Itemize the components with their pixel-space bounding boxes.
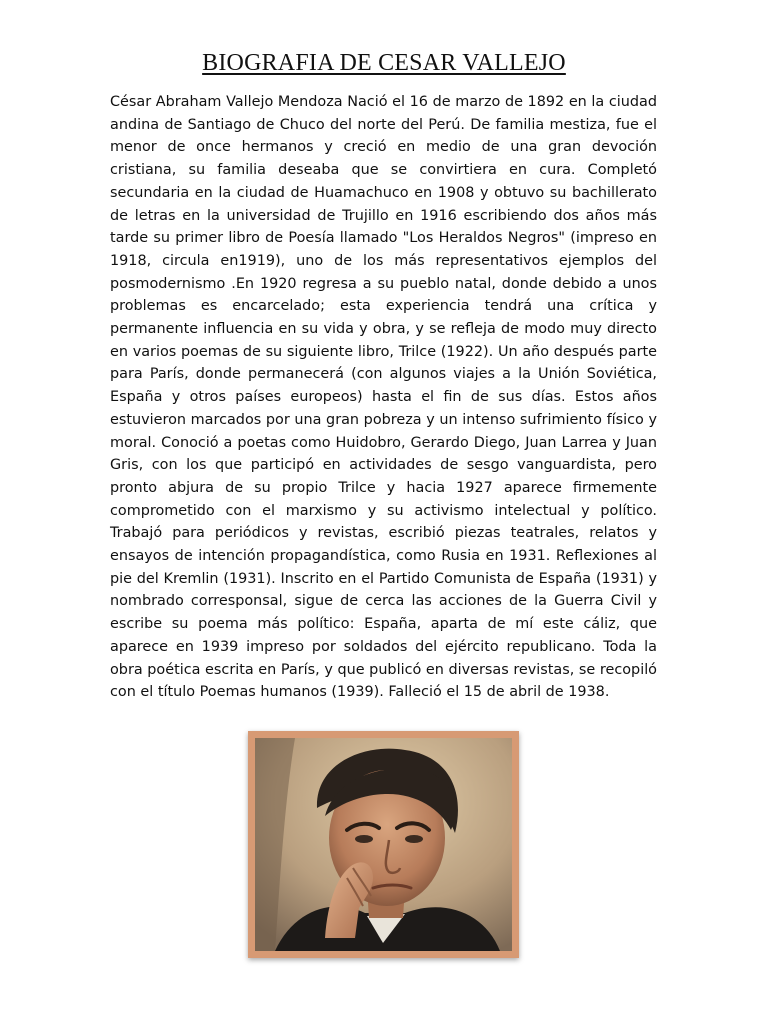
portrait-frame [248, 731, 519, 958]
page-title: BIOGRAFIA DE CESAR VALLEJO [202, 50, 566, 76]
biography-paragraph: César Abraham Vallejo Mendoza Nació el 16 de marzo de 1892 en la ciudad andina de Santiago de Chuco del norte del Perú. De familia mestiza, fue el menor de once hermanos y creció en medio de una gran devoción cristiana, su familia deseaba que se convirtiera en cura. Completó secundaria en la ciudad de Huamachuco en 1908 y obtuvo su bachillerato de letras en la universidad de Trujillo en 1916 escribiendo dos años más tarde su primer libro de Poesía llamado "Los Heraldos Negros" (impreso en 1918, circula en1919), uno de los más representativos ejemplos del posmodernismo .En 1920 regresa a su pueblo natal, donde debido a unos problemas es encarcelado; esta experiencia tendrá una crítica y permanente influencia en su vida y obra, y se refleja de modo muy directo en varios poemas de su siguiente libro, Trilce (1922). Un año después parte para París, donde permanecerá (con algunos viajes a la Unión Soviética, España y otros países europeos) hasta el fin de sus días. Estos años estuvieron marcados por una gran pobreza y un intenso sufrimiento físico y moral. Conoció a poetas como Huidobro, Gerardo Diego, Juan Larrea y Juan Gris, con los que participó en actividades de sesgo vanguardista, pero pronto abjura de su propio Trilce y hacia 1927 aparece firmemente comprometido con el marxismo y su activismo intelectual y político. Trabajó para periódicos y revistas, escribió piezas teatrales, relatos y ensayos de intención propagandística, como Rusia en 1931. Reflexiones al pie del Kremlin (1931). Inscrito en el Partido Comunista de España (1931) y nombrado corresponsal, sigue de cerca las acciones de la Guerra Civil y escribe su poema más político: España, aparta de mí este cáliz, que aparece en 1939 impreso por soldados del ejército republicano. Toda la obra poética escrita en París, y que publicó en diversas revistas, se recopiló con el título Poemas humanos (1939). Falleció el 15 de abril de 1938. [110, 94, 657, 701]
portrait-painting-icon [255, 738, 512, 951]
